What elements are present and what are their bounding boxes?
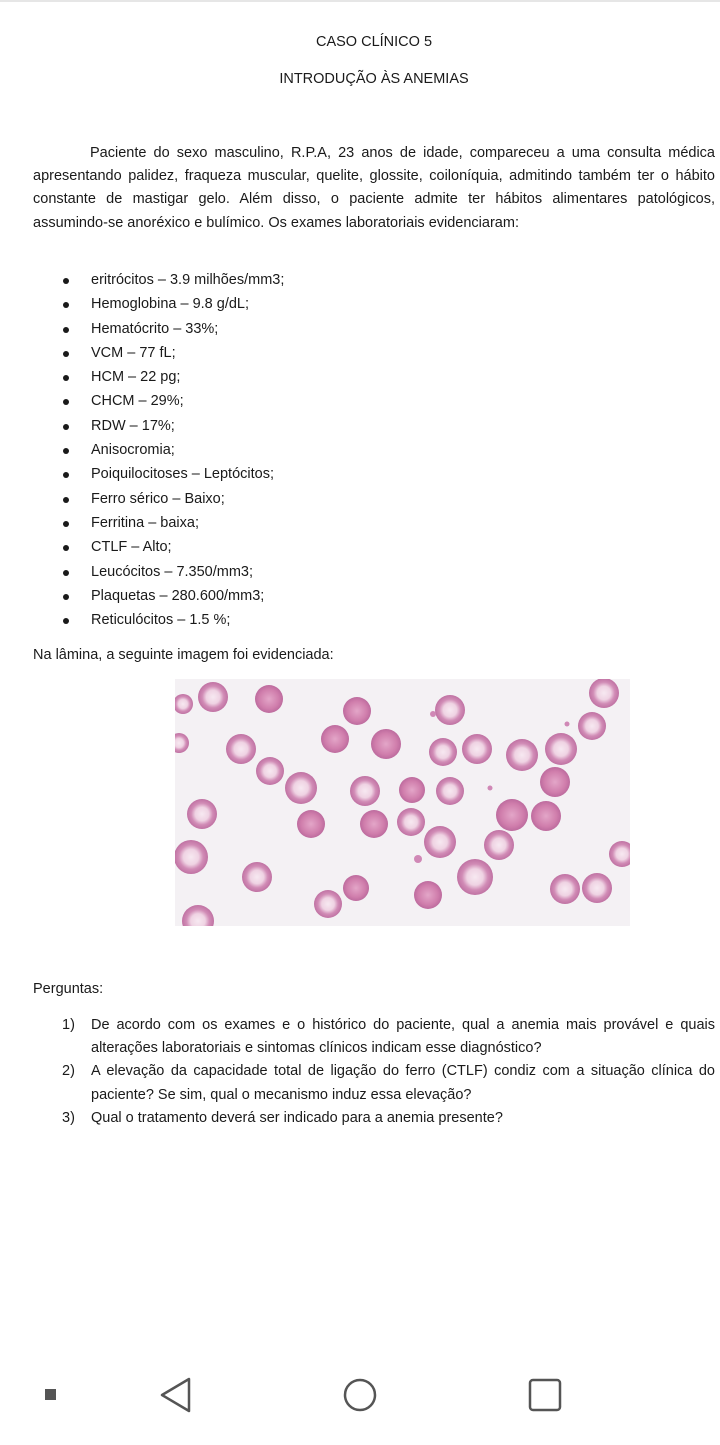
lab-result-item: Ferro sérico – Baixo; (33, 487, 715, 511)
lab-result-item: Hemoglobina – 9.8 g/dL; (33, 292, 715, 316)
back-icon[interactable] (162, 1379, 189, 1411)
lab-result-item: VCM – 77 fL; (33, 341, 715, 365)
question-text: De acordo com os exames e o histórico do paciente, qual a anemia mais provável e quais alterações laboratoriais e sintomas clínicos indicam esse diagnóstico? (91, 1017, 715, 1057)
lab-result-item: Plaquetas – 280.600/mm3; (33, 584, 715, 608)
recents-icon[interactable] (530, 1380, 560, 1410)
lab-result-item: HCM – 22 pg; (33, 365, 715, 389)
question-item (33, 1060, 715, 1106)
question-item (33, 1014, 715, 1060)
case-paragraph: Paciente do sexo masculino, R.P.A, 23 anos de idade, compareceu a uma consulta médica apresentando palidez, fraqueza muscular, quelite, glossite, coiloníquia, admitindo também ter o hábito constante de mastigar gelo. Além disso, o paciente admite ter hábitos alimentares patológicos, assumindo-se anoréxico e bulímico. Os exames laboratoriais evidenciaram: (33, 145, 715, 231)
lab-result-item: CHCM – 29%; (33, 389, 715, 413)
menu-square-icon[interactable] (45, 1389, 56, 1400)
question-text: A elevação da capacidade total de ligação do ferro (CTLF) condiz com a situação clínica do paciente? Se sim, qual o mecanismo induz essa elevação? (91, 1063, 715, 1103)
document-title: CASO CLÍNICO 5 (315, 34, 433, 50)
document-subtitle: INTRODUÇÃO ÀS ANEMIAS (279, 71, 469, 87)
lab-result-item: Reticulócitos – 1.5 %; (33, 608, 715, 632)
lab-result-item: Ferritina – baixa; (33, 511, 715, 535)
lab-result-item: eritrócitos – 3.9 milhões/mm3; (33, 268, 715, 292)
home-icon[interactable] (345, 1380, 375, 1410)
blood-smear-illustration (175, 679, 630, 926)
android-navigation-bar (0, 1360, 720, 1440)
navigation-icons (0, 1360, 720, 1440)
question-text: Qual o tratamento deverá ser indicado para a anemia presente? (91, 1109, 503, 1126)
questions-list (33, 1014, 715, 1130)
slide-caption: Na lâmina, a seguinte imagem foi evidenciada: (33, 647, 334, 663)
lab-result-item: Leucócitos – 7.350/mm3; (33, 560, 715, 584)
lab-result-item: Hematócrito – 33%; (33, 317, 715, 341)
lab-result-item: RDW – 17%; (33, 414, 715, 438)
lab-results-list (33, 268, 715, 632)
question-item (33, 1107, 715, 1130)
lab-result-item: CTLF – Alto; (33, 535, 715, 559)
question-number: 3) (62, 1109, 75, 1126)
question-number: 1) (62, 1017, 75, 1033)
top-divider (0, 0, 720, 2)
question-number: 2) (62, 1063, 75, 1080)
questions-heading: Perguntas: (33, 981, 104, 997)
lab-result-item: Anisocromia; (33, 438, 715, 462)
lab-result-item: Poiquilocitoses – Leptócitos; (33, 462, 715, 486)
blood-smear-image (175, 679, 630, 926)
